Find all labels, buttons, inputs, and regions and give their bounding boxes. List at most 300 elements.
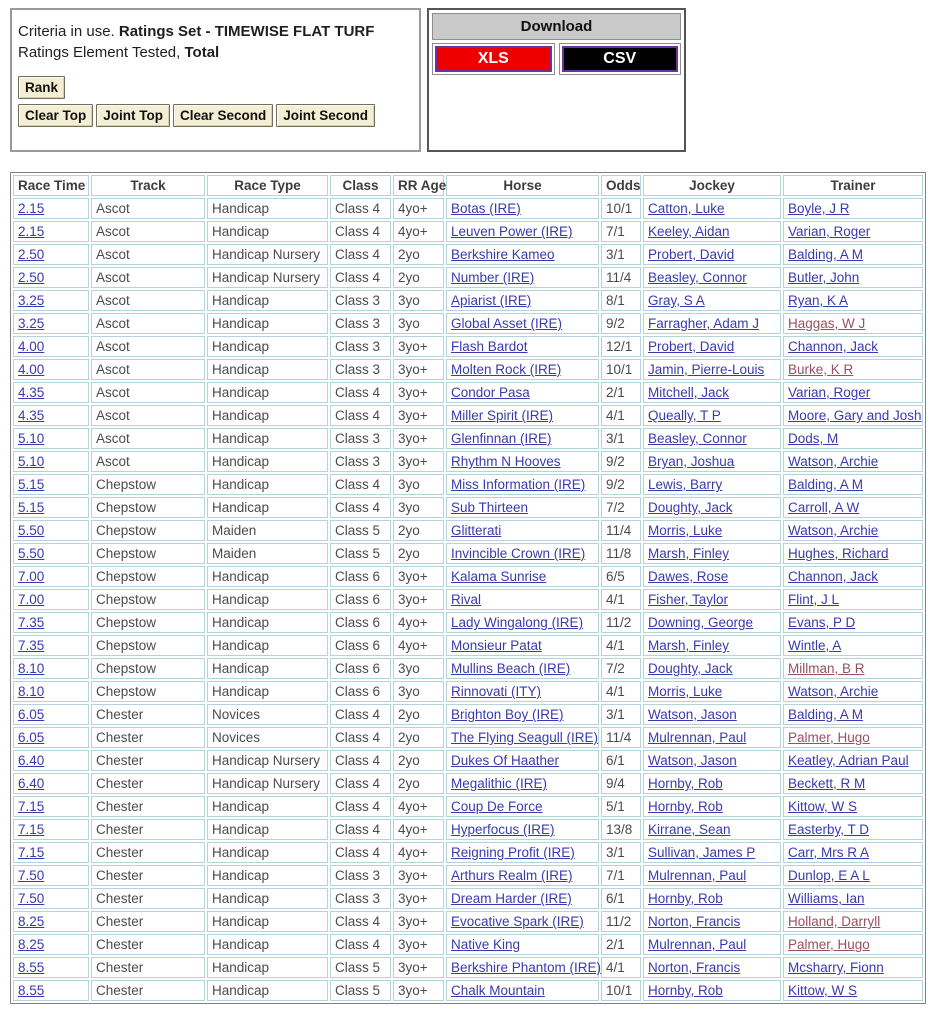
track-cell: Ascot: [96, 339, 130, 354]
table-row: [13, 796, 923, 817]
column-header-jockey: Jockey: [643, 175, 781, 196]
joint-top-button[interactable]: Joint Top: [96, 104, 170, 127]
race-type-cell: Handicap: [212, 914, 270, 929]
rr-age-cell: 4yo+: [398, 224, 428, 239]
ratings-set-value: Ratings Set - TIMEWISE FLAT TURF: [118, 23, 375, 40]
race-time-link[interactable]: 5.10: [18, 431, 45, 446]
top-area: [10, 8, 930, 152]
race-time-link[interactable]: 2.15: [18, 201, 45, 216]
horse-link[interactable]: Coup De Force: [451, 799, 543, 814]
trainer-link[interactable]: Watson, Archie: [788, 684, 879, 699]
rr-age-cell: 4yo+: [398, 615, 428, 630]
table-row: [13, 635, 923, 656]
odds-cell: 6/5: [606, 569, 625, 584]
jockey-link[interactable]: Lewis, Barry: [648, 477, 723, 492]
jockey-link[interactable]: Probert, David: [648, 247, 735, 262]
race-time-link[interactable]: 7.15: [18, 845, 45, 860]
trainer-link[interactable]: Ryan, K A: [788, 293, 849, 308]
race-time-link[interactable]: 5.15: [18, 477, 45, 492]
trainer-link[interactable]: Haggas, W J: [788, 316, 866, 331]
class-cell: Class 4: [335, 500, 381, 515]
table-row: [13, 566, 923, 587]
race-time-link[interactable]: 6.40: [18, 776, 45, 791]
race-time-link[interactable]: 7.00: [18, 592, 45, 607]
class-cell: Class 6: [335, 592, 381, 607]
track-cell: Chester: [96, 776, 144, 791]
race-type-cell: Handicap Nursery: [212, 753, 321, 768]
race-time-link[interactable]: 2.15: [18, 224, 45, 239]
race-type-cell: Handicap: [212, 891, 270, 906]
race-time-link[interactable]: 2.50: [18, 270, 45, 285]
jockey-link[interactable]: Gray, S A: [648, 293, 705, 308]
odds-cell: 10/1: [606, 983, 633, 998]
odds-cell: 9/2: [606, 316, 625, 331]
trainer-link[interactable]: Channon, Jack: [788, 569, 879, 584]
trainer-link[interactable]: Beckett, R M: [788, 776, 866, 791]
class-cell: Class 3: [335, 431, 381, 446]
race-type-cell: Handicap: [212, 224, 270, 239]
trainer-link[interactable]: Varian, Roger: [788, 224, 871, 239]
race-type-cell: Handicap: [212, 385, 270, 400]
horse-link[interactable]: Reigning Profit (IRE): [451, 845, 575, 860]
trainer-link[interactable]: Palmer, Hugo: [788, 937, 870, 952]
odds-cell: 13/8: [606, 822, 633, 837]
jockey-link[interactable]: Watson, Jason: [648, 753, 737, 768]
horse-link[interactable]: Invincible Crown (IRE): [451, 546, 586, 561]
horse-link[interactable]: Miller Spirit (IRE): [451, 408, 554, 423]
class-cell: Class 6: [335, 569, 381, 584]
jockey-link[interactable]: Mulrennan, Paul: [648, 730, 747, 745]
track-cell: Chester: [96, 937, 144, 952]
horse-link[interactable]: Kalama Sunrise: [451, 569, 547, 584]
track-cell: Chester: [96, 753, 144, 768]
criteria-line2-prefix: Ratings Element Tested,: [18, 44, 185, 61]
trainer-link[interactable]: Mcsharry, Fionn: [788, 960, 884, 975]
jockey-link[interactable]: Norton, Francis: [648, 914, 741, 929]
horse-link[interactable]: Molten Rock (IRE): [451, 362, 562, 377]
odds-cell: 7/1: [606, 224, 625, 239]
class-cell: Class 4: [335, 201, 381, 216]
odds-cell: 9/2: [606, 454, 625, 469]
rr-age-cell: 3yo+: [398, 868, 428, 883]
jockey-link[interactable]: Sullivan, James P: [648, 845, 756, 860]
rr-age-cell: 3yo+: [398, 408, 428, 423]
jockey-link[interactable]: Jamin, Pierre-Louis: [648, 362, 765, 377]
rr-age-cell: 4yo+: [398, 822, 428, 837]
rr-age-cell: 3yo+: [398, 937, 428, 952]
xls-cell: [432, 43, 555, 75]
jockey-link[interactable]: Downing, George: [648, 615, 754, 630]
horse-link[interactable]: Arthurs Realm (IRE): [451, 868, 573, 883]
trainer-link[interactable]: Channon, Jack: [788, 339, 879, 354]
race-type-cell: Handicap: [212, 592, 270, 607]
rr-age-cell: 3yo+: [398, 385, 428, 400]
track-cell: Chester: [96, 868, 144, 883]
rr-age-cell: 3yo: [398, 477, 420, 492]
track-cell: Chepstow: [96, 615, 157, 630]
odds-cell: 11/8: [606, 546, 632, 561]
jockey-link[interactable]: Hornby, Rob: [648, 776, 723, 791]
class-cell: Class 4: [335, 822, 381, 837]
horse-link[interactable]: Botas (IRE): [451, 201, 521, 216]
class-cell: Class 4: [335, 937, 381, 952]
odds-cell: 4/1: [606, 592, 625, 607]
jockey-link[interactable]: Doughty, Jack: [648, 661, 733, 676]
horse-link[interactable]: Global Asset (IRE): [451, 316, 563, 331]
class-cell: Class 5: [335, 523, 381, 538]
column-header-odds: Odds: [601, 175, 641, 196]
race-type-cell: Handicap: [212, 983, 270, 998]
trainer-link[interactable]: Wintle, A: [788, 638, 842, 653]
trainer-link[interactable]: Keatley, Adrian Paul: [788, 753, 909, 768]
horse-link[interactable]: Apiarist (IRE): [451, 293, 532, 308]
table-row: [13, 888, 923, 909]
jockey-link[interactable]: Keeley, Aidan: [648, 224, 730, 239]
race-time-link[interactable]: 4.35: [18, 408, 45, 423]
horse-link[interactable]: Glitterati: [451, 523, 502, 538]
trainer-link[interactable]: Dods, M: [788, 431, 839, 446]
odds-cell: 7/1: [606, 868, 625, 883]
trainer-link[interactable]: Carroll, A W: [788, 500, 860, 515]
trainer-link[interactable]: Dunlop, E A L: [788, 868, 870, 883]
race-time-link[interactable]: 4.00: [18, 339, 45, 354]
odds-cell: 4/1: [606, 638, 625, 653]
race-type-cell: Handicap: [212, 960, 270, 975]
trainer-link[interactable]: Balding, A M: [788, 707, 864, 722]
race-type-cell: Handicap: [212, 477, 270, 492]
download-buttons-row: [432, 43, 681, 75]
horse-link[interactable]: Rhythm N Hooves: [451, 454, 561, 469]
class-cell: Class 5: [335, 983, 381, 998]
jockey-link[interactable]: Marsh, Finley: [648, 638, 730, 653]
csv-cell: [559, 43, 682, 75]
rr-age-cell: 2yo: [398, 270, 420, 285]
horse-link[interactable]: Flash Bardot: [451, 339, 528, 354]
trainer-link[interactable]: Millman, B R: [788, 661, 865, 676]
horse-link[interactable]: Sub Thirteen: [451, 500, 529, 515]
horse-link[interactable]: Rival: [451, 592, 482, 607]
horse-link[interactable]: Berkshire Kameo: [451, 247, 555, 262]
track-cell: Ascot: [96, 362, 130, 377]
header-row: [13, 175, 923, 196]
trainer-link[interactable]: Kittow, W S: [788, 799, 858, 814]
track-cell: Chepstow: [96, 684, 157, 699]
trainer-link[interactable]: Boyle, J R: [788, 201, 850, 216]
horse-link[interactable]: Condor Pasa: [451, 385, 530, 400]
rr-age-cell: 3yo+: [398, 914, 428, 929]
track-cell: Chester: [96, 983, 144, 998]
table-row: [13, 543, 923, 564]
horse-link[interactable]: Mullins Beach (IRE): [451, 661, 571, 676]
odds-cell: 2/1: [606, 385, 625, 400]
track-cell: Chepstow: [96, 546, 157, 561]
race-type-cell: Handicap: [212, 615, 270, 630]
horse-link[interactable]: Leuven Power (IRE): [451, 224, 573, 239]
rr-age-cell: 3yo: [398, 316, 420, 331]
horse-link[interactable]: Brighton Boy (IRE): [451, 707, 564, 722]
criteria-text: [18, 21, 415, 63]
class-cell: Class 3: [335, 891, 381, 906]
horse-link[interactable]: Glenfinnan (IRE): [451, 431, 552, 446]
track-cell: Ascot: [96, 454, 130, 469]
rr-age-cell: 3yo+: [398, 362, 428, 377]
class-cell: Class 4: [335, 799, 381, 814]
race-time-link[interactable]: 7.50: [18, 868, 45, 883]
race-time-link[interactable]: 5.15: [18, 500, 45, 515]
horse-link[interactable]: Rinnovati (ITY): [451, 684, 542, 699]
race-time-link[interactable]: 3.25: [18, 293, 45, 308]
clear-top-button[interactable]: Clear Top: [18, 104, 93, 127]
jockey-link[interactable]: Probert, David: [648, 339, 735, 354]
rank-button[interactable]: Rank: [18, 76, 65, 99]
jockey-link[interactable]: Mulrennan, Paul: [648, 868, 747, 883]
race-time-link[interactable]: 8.10: [18, 661, 45, 676]
table-row: [13, 750, 923, 771]
jockey-link[interactable]: Bryan, Joshua: [648, 454, 735, 469]
race-type-cell: Handicap: [212, 293, 270, 308]
race-type-cell: Handicap: [212, 201, 270, 216]
rr-age-cell: 2yo: [398, 776, 420, 791]
rank-row: [18, 76, 419, 99]
table-row: [13, 612, 923, 633]
download-csv-button[interactable]: CSV: [562, 46, 679, 72]
horse-link[interactable]: Number (IRE): [451, 270, 535, 285]
joint-second-button[interactable]: Joint Second: [276, 104, 375, 127]
jockey-link[interactable]: Hornby, Rob: [648, 983, 723, 998]
race-time-link[interactable]: 7.35: [18, 615, 45, 630]
trainer-link[interactable]: Flint, J L: [788, 592, 840, 607]
track-cell: Chepstow: [96, 500, 157, 515]
table-row: [13, 773, 923, 794]
class-cell: Class 4: [335, 707, 381, 722]
table-row: [13, 359, 923, 380]
horse-link[interactable]: Dukes Of Haather: [451, 753, 560, 768]
race-type-cell: Handicap: [212, 638, 270, 653]
trainer-link[interactable]: Hughes, Richard: [788, 546, 889, 561]
trainer-link[interactable]: Palmer, Hugo: [788, 730, 870, 745]
column-header-race-time: Race Time: [13, 175, 89, 196]
race-time-link[interactable]: 8.55: [18, 983, 45, 998]
track-cell: Chester: [96, 707, 144, 722]
race-time-link[interactable]: 2.50: [18, 247, 45, 262]
track-cell: Chepstow: [96, 477, 157, 492]
race-time-link[interactable]: 7.15: [18, 822, 45, 837]
class-cell: Class 4: [335, 385, 381, 400]
race-type-cell: Maiden: [212, 546, 257, 561]
trainer-link[interactable]: Holland, Darryll: [788, 914, 881, 929]
ratings-table: [10, 172, 926, 1004]
table-row: [13, 980, 923, 1001]
table-row: [13, 727, 923, 748]
race-type-cell: Handicap: [212, 868, 270, 883]
trainer-link[interactable]: Burke, K R: [788, 362, 854, 377]
class-cell: Class 4: [335, 247, 381, 262]
rr-age-cell: 4yo+: [398, 845, 428, 860]
trainer-link[interactable]: Moore, Gary and Josh: [788, 408, 922, 423]
table-row: [13, 842, 923, 863]
track-cell: Ascot: [96, 270, 130, 285]
race-time-link[interactable]: 7.35: [18, 638, 45, 653]
column-header-class: Class: [330, 175, 391, 196]
odds-cell: 11/4: [606, 270, 632, 285]
race-time-link[interactable]: 6.40: [18, 753, 45, 768]
jockey-link[interactable]: Hornby, Rob: [648, 891, 723, 906]
trainer-link[interactable]: Balding, A M: [788, 477, 864, 492]
trainer-link[interactable]: Varian, Roger: [788, 385, 871, 400]
race-time-link[interactable]: 7.00: [18, 569, 45, 584]
jockey-link[interactable]: Hornby, Rob: [648, 799, 723, 814]
rr-age-cell: 4yo+: [398, 638, 428, 653]
jockey-link[interactable]: Norton, Francis: [648, 960, 741, 975]
table-row: [13, 244, 923, 265]
race-time-link[interactable]: 5.50: [18, 523, 45, 538]
race-type-cell: Handicap: [212, 845, 270, 860]
trainer-link[interactable]: Kittow, W S: [788, 983, 858, 998]
race-time-link[interactable]: 7.15: [18, 799, 45, 814]
class-cell: Class 4: [335, 270, 381, 285]
horse-link[interactable]: Chalk Mountain: [451, 983, 545, 998]
table-row: [13, 221, 923, 242]
track-cell: Ascot: [96, 408, 130, 423]
race-time-link[interactable]: 5.10: [18, 454, 45, 469]
horse-link[interactable]: Hyperfocus (IRE): [451, 822, 555, 837]
horse-link[interactable]: Dream Harder (IRE): [451, 891, 572, 906]
race-time-link[interactable]: 8.25: [18, 937, 45, 952]
race-time-link[interactable]: 7.50: [18, 891, 45, 906]
race-type-cell: Handicap: [212, 362, 270, 377]
race-type-cell: Handicap: [212, 684, 270, 699]
track-cell: Ascot: [96, 224, 130, 239]
race-type-cell: Handicap: [212, 339, 270, 354]
race-time-link[interactable]: 6.05: [18, 730, 45, 745]
jockey-link[interactable]: Doughty, Jack: [648, 500, 733, 515]
race-type-cell: Novices: [212, 707, 261, 722]
race-time-link[interactable]: 8.55: [18, 960, 45, 975]
race-time-link[interactable]: 5.50: [18, 546, 45, 561]
odds-cell: 3/1: [606, 845, 625, 860]
jockey-link[interactable]: Beasley, Connor: [648, 270, 747, 285]
trainer-link[interactable]: Balding, A M: [788, 247, 864, 262]
track-cell: Chester: [96, 960, 144, 975]
jockey-link[interactable]: Morris, Luke: [648, 684, 723, 699]
class-cell: Class 4: [335, 224, 381, 239]
rr-age-cell: 3yo+: [398, 454, 428, 469]
race-time-link[interactable]: 3.25: [18, 316, 45, 331]
race-type-cell: Maiden: [212, 523, 257, 538]
odds-cell: 6/1: [606, 753, 625, 768]
trainer-link[interactable]: Butler, John: [788, 270, 860, 285]
trainer-link[interactable]: Carr, Mrs R A: [788, 845, 870, 860]
jockey-link[interactable]: Morris, Luke: [648, 523, 723, 538]
track-cell: Chepstow: [96, 661, 157, 676]
horse-link[interactable]: Native King: [451, 937, 521, 952]
track-cell: Chester: [96, 822, 144, 837]
trainer-link[interactable]: Williams, Ian: [788, 891, 865, 906]
track-cell: Chepstow: [96, 638, 157, 653]
download-xls-button[interactable]: XLS: [435, 46, 552, 72]
table-row: [13, 382, 923, 403]
race-type-cell: Handicap: [212, 454, 270, 469]
page: [0, 8, 930, 1004]
race-type-cell: Handicap: [212, 408, 270, 423]
class-cell: Class 3: [335, 293, 381, 308]
race-time-link[interactable]: 4.35: [18, 385, 45, 400]
rr-age-cell: 3yo+: [398, 569, 428, 584]
trainer-link[interactable]: Evans, P D: [788, 615, 856, 630]
column-header-track: Track: [91, 175, 205, 196]
jockey-link[interactable]: Mitchell, Jack: [648, 385, 730, 400]
class-cell: Class 3: [335, 339, 381, 354]
jockey-link[interactable]: Catton, Luke: [648, 201, 725, 216]
rr-age-cell: 2yo: [398, 546, 420, 561]
jockey-link[interactable]: Beasley, Connor: [648, 431, 747, 446]
race-type-cell: Handicap: [212, 500, 270, 515]
download-header: Download: [432, 13, 681, 40]
horse-link[interactable]: The Flying Seagull (IRE): [451, 730, 599, 745]
horse-link[interactable]: Miss Information (IRE): [451, 477, 586, 492]
race-time-link[interactable]: 8.10: [18, 684, 45, 699]
track-cell: Ascot: [96, 247, 130, 262]
jockey-link[interactable]: Kirrane, Sean: [648, 822, 731, 837]
clear-second-button[interactable]: Clear Second: [173, 104, 273, 127]
odds-cell: 9/4: [606, 776, 625, 791]
odds-cell: 11/2: [606, 914, 632, 929]
jockey-link[interactable]: Marsh, Finley: [648, 546, 730, 561]
column-header-rr-age: RR Age: [393, 175, 444, 196]
class-cell: Class 6: [335, 661, 381, 676]
race-time-link[interactable]: 8.25: [18, 914, 45, 929]
odds-cell: 3/1: [606, 431, 625, 446]
horse-link[interactable]: Megalithic (IRE): [451, 776, 548, 791]
table-row: [13, 704, 923, 725]
table-row: [13, 865, 923, 886]
rr-age-cell: 3yo+: [398, 339, 428, 354]
class-cell: Class 6: [335, 615, 381, 630]
jockey-link[interactable]: Farragher, Adam J: [648, 316, 760, 331]
rr-age-cell: 2yo: [398, 523, 420, 538]
race-type-cell: Handicap: [212, 431, 270, 446]
jockey-link[interactable]: Dawes, Rose: [648, 569, 729, 584]
horse-link[interactable]: Evocative Spark (IRE): [451, 914, 584, 929]
trainer-link[interactable]: Watson, Archie: [788, 454, 879, 469]
horse-link[interactable]: Monsieur Patat: [451, 638, 542, 653]
trainer-link[interactable]: Watson, Archie: [788, 523, 879, 538]
class-cell: Class 4: [335, 408, 381, 423]
jockey-link[interactable]: Fisher, Taylor: [648, 592, 729, 607]
filter-button-row: [18, 104, 419, 127]
track-cell: Chester: [96, 845, 144, 860]
jockey-link[interactable]: Mulrennan, Paul: [648, 937, 747, 952]
horse-link[interactable]: Lady Wingalong (IRE): [451, 615, 584, 630]
rr-age-cell: 3yo: [398, 293, 420, 308]
class-cell: Class 4: [335, 477, 381, 492]
race-time-link[interactable]: 6.05: [18, 707, 45, 722]
race-type-cell: Handicap: [212, 569, 270, 584]
jockey-link[interactable]: Watson, Jason: [648, 707, 737, 722]
horse-link[interactable]: Berkshire Phantom (IRE): [451, 960, 602, 975]
class-cell: Class 4: [335, 845, 381, 860]
criteria-panel: [10, 8, 421, 152]
table-row: [13, 681, 923, 702]
class-cell: Class 4: [335, 914, 381, 929]
jockey-link[interactable]: Queally, T P: [648, 408, 721, 423]
track-cell: Chester: [96, 914, 144, 929]
race-time-link[interactable]: 4.00: [18, 362, 45, 377]
table-row: [13, 267, 923, 288]
table-row: [13, 198, 923, 219]
race-type-cell: Handicap: [212, 799, 270, 814]
trainer-link[interactable]: Easterby, T D: [788, 822, 870, 837]
